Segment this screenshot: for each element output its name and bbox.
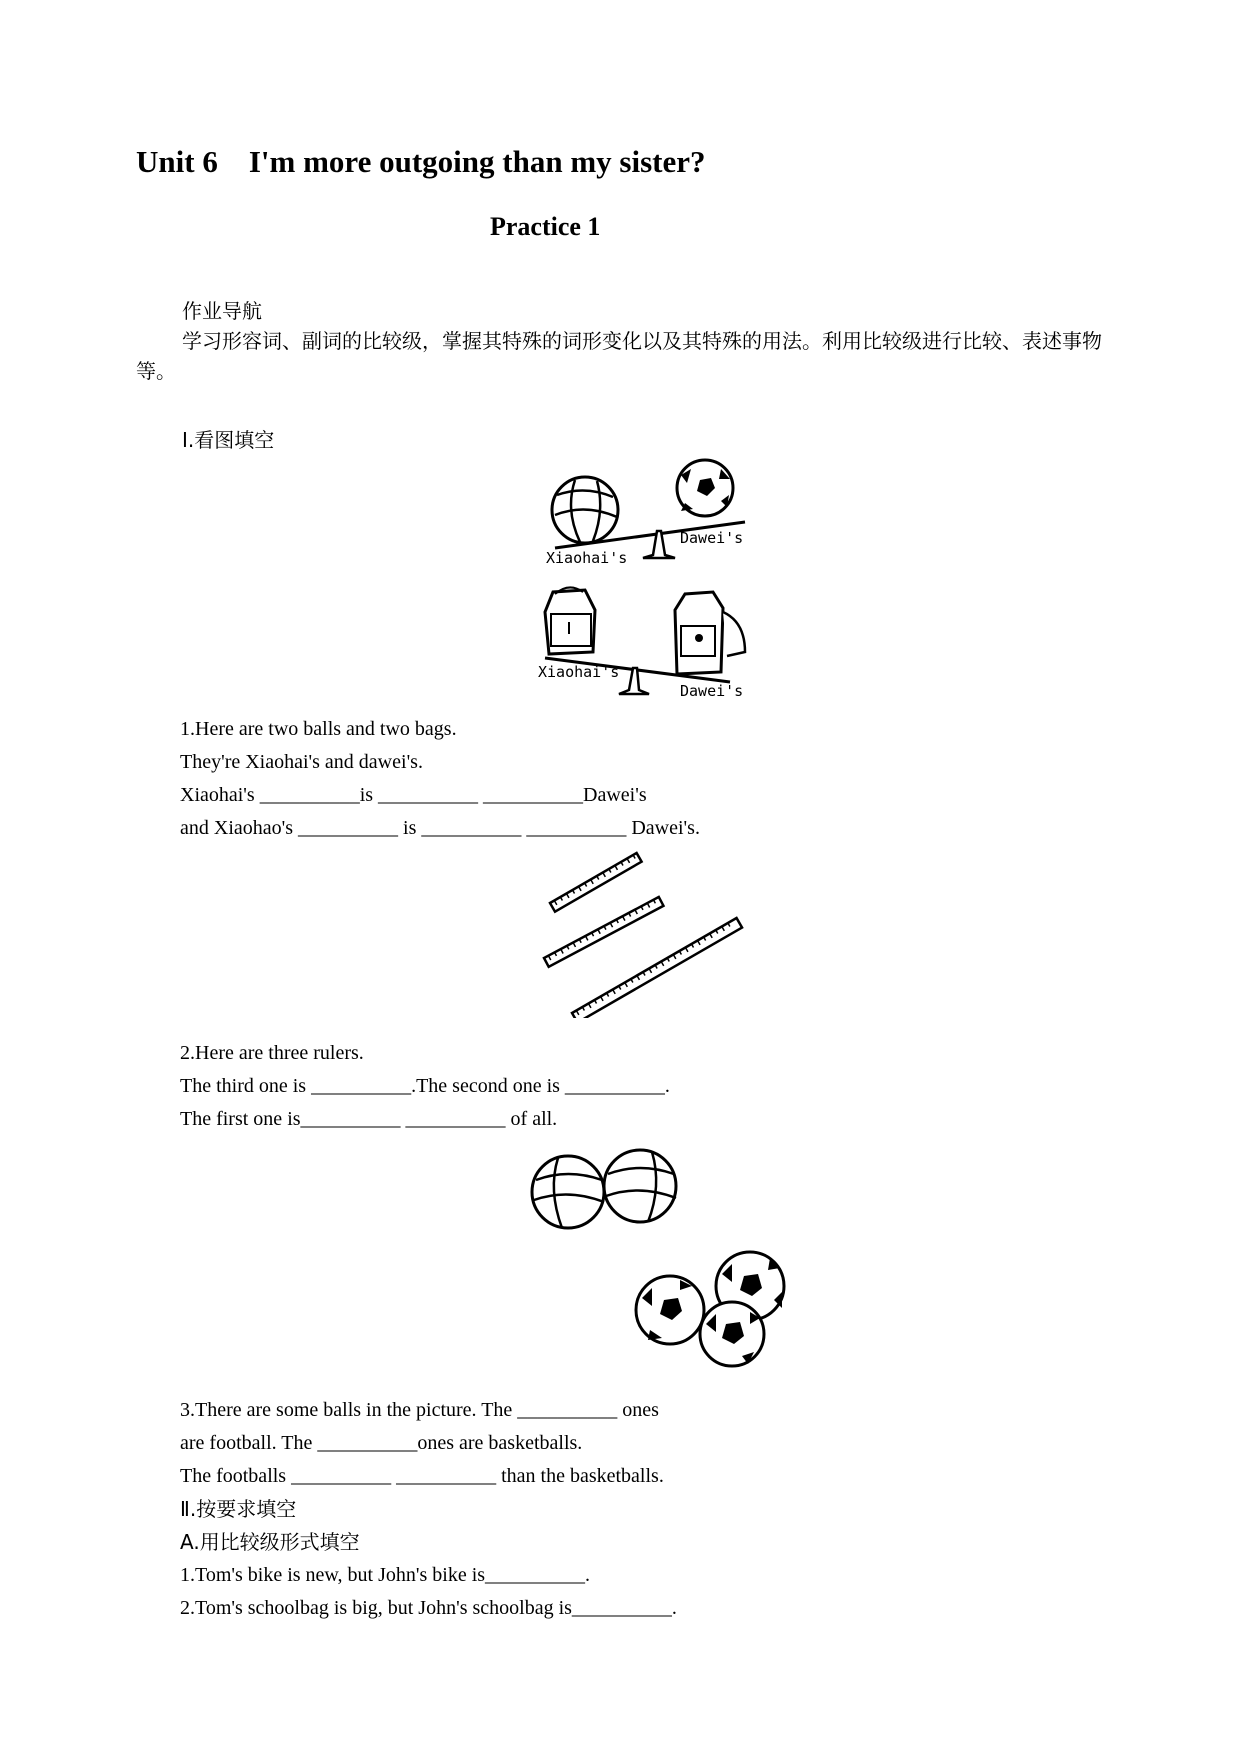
q2-line-3: The first one is__________ __________ of all.	[180, 1108, 558, 1130]
backpack-icon	[545, 587, 595, 654]
q1-line-2: They're Xiaohai's and dawei's.	[180, 751, 423, 773]
scale2-right-label: Dawei's	[680, 682, 744, 700]
soccer-ball-icon	[677, 460, 733, 516]
three-footballs-illustration	[630, 1248, 790, 1373]
q3-line-2: are football. The __________ones are basketballs.	[180, 1432, 583, 1454]
ruler-icon	[550, 853, 642, 912]
scale1-right-label: Dawei's	[680, 529, 744, 547]
volleyball-icon	[604, 1150, 676, 1222]
two-balls-illustration	[528, 1140, 688, 1240]
backpack-icon	[675, 592, 745, 674]
q3-line-3: The footballs __________ __________ than the basketballs.	[180, 1465, 664, 1487]
rulers-illustration	[540, 848, 760, 1018]
q2-line-2: The third one is __________.The second one is __________.	[180, 1075, 670, 1097]
scale2-left-label: Xiaohai's	[538, 663, 620, 681]
volleyball-icon	[532, 1156, 604, 1228]
section2-subheading: A.用比较级形式填空	[180, 1530, 360, 1554]
q1-line-1: 1.Here are two balls and two bags.	[180, 718, 457, 740]
soccer-ball-icon	[636, 1276, 704, 1344]
section2-item-2: 2.Tom's schoolbag is big, but John's schoolbag is__________.	[180, 1597, 677, 1619]
section2-item-1: 1.Tom's bike is new, but John's bike is__________.	[180, 1564, 591, 1586]
soccer-ball-icon	[700, 1302, 764, 1366]
scale1-left-label: Xiaohai's	[546, 549, 628, 567]
volleyball-icon	[552, 477, 618, 543]
guide-heading: 作业导航	[182, 299, 262, 323]
guide-text: 学习形容词、副词的比较级，掌握其特殊的词形变化以及其特殊的用法。利用比较级进行比较、表述事物等。	[136, 329, 1102, 383]
q1-line-3: Xiaohai's __________is __________ __________Dawei's	[180, 784, 647, 806]
page-title: Unit 6 I'm more outgoing than my sister?	[136, 144, 706, 179]
q2-line-1: 2.Here are three rulers.	[180, 1042, 364, 1064]
section1-heading: Ⅰ.看图填空	[182, 428, 275, 452]
section2-heading: Ⅱ.按要求填空	[180, 1497, 297, 1521]
q3-line-1: 3.There are some balls in the picture. The __________ ones	[180, 1399, 659, 1421]
page-subtitle: Practice 1	[490, 212, 601, 241]
q1-line-4: and Xiaohao's __________ is __________ __________ Dawei's.	[180, 817, 700, 839]
